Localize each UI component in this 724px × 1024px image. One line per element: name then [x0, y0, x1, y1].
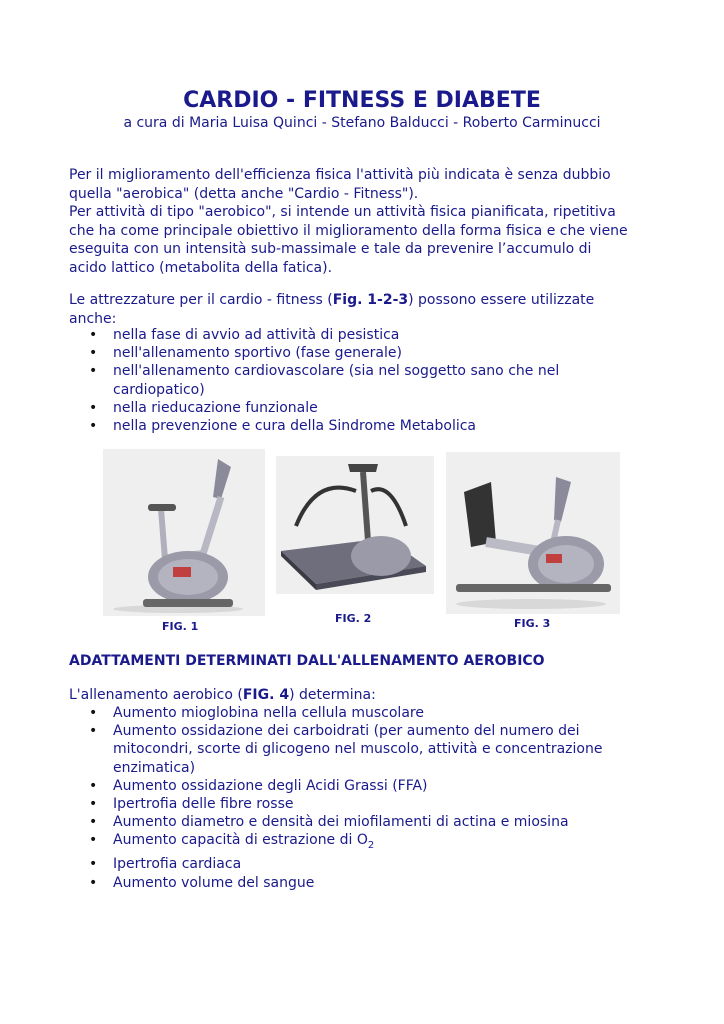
fig-reference: Fig. 1-2-3 [332, 292, 409, 308]
intro-paragraph [69, 166, 659, 277]
list-item: • Aumento ossidazione degli Acidi Grassi (FFA) [69, 777, 649, 795]
recumbent-bike-icon [446, 452, 620, 614]
equipment-line: anche: [69, 310, 117, 327]
authors-line: a cura di Maria Luisa Quinci - Stefano Balducci - Roberto Carminucci [123, 115, 601, 131]
figure-2-treadmill [276, 456, 434, 594]
intro-line: Per il miglioramento dell'efficienza fisica l'attività più indicata è senza dubbio [69, 167, 611, 183]
list-item [69, 831, 649, 855]
list-item: • Ipertrofia cardiaca [69, 855, 649, 873]
aerobic-text: ) determina: [289, 687, 376, 703]
aerobic-list [69, 704, 649, 892]
treadmill-icon [276, 456, 434, 594]
list-item: • nell'allenamento sportivo (fase generale) [69, 344, 649, 362]
intro-line: eseguita con un intensità sub-massimale e tale da prevenire l’accumulo di [69, 241, 592, 257]
list-item-continuation: mitocondri, scorte di glicogeno nel muscolo, attività e concentrazione [113, 741, 603, 758]
list-item: • nell'allenamento cardiovascolare (sia nel soggetto sano che nel [69, 362, 649, 380]
equipment-text: Le attrezzature per il cardio - fitness ( [69, 292, 333, 308]
figure-3-label: FIG. 3 [514, 617, 551, 630]
list-item-continuation: cardiopatico) [113, 381, 205, 398]
list-item: • nella prevenzione e cura della Sindrome Metabolica [69, 417, 649, 435]
list-item: • Aumento mioglobina nella cellula muscolare [69, 704, 649, 722]
page-title: CARDIO - FITNESS E DIABETE [183, 88, 541, 113]
equipment-line [69, 291, 659, 310]
equipment-list [69, 326, 649, 435]
fig-reference: FIG. 4 [242, 687, 290, 703]
intro-line: Per attività di tipo "aerobico", si intende un attività fisica pianificata, ripetitiva [69, 204, 616, 220]
list-item: • Ipertrofia delle fibre rosse [69, 795, 649, 813]
section-heading: ADATTAMENTI DETERMINATI DALL'ALLENAMENTO AEROBICO [69, 653, 545, 669]
list-item: • nella fase di avvio ad attività di pesistica [69, 326, 649, 344]
figure-2-label: FIG. 2 [335, 612, 372, 625]
list-item: • nella rieducazione funzionale [69, 399, 649, 417]
o2-text: Aumento capacità di estrazione di O [113, 832, 368, 849]
figure-3-recumbent-bike [446, 452, 620, 614]
intro-line: quella "aerobica" (detta anche "Cardio - Fitness"). [69, 185, 419, 202]
exercise-bike-icon [103, 449, 265, 616]
aerobic-text: L'allenamento aerobico ( [69, 687, 243, 703]
intro-line: che ha come principale obiettivo il miglioramento della forma fisica e che viene [69, 222, 628, 239]
equipment-text: ) possono essere utilizzate [408, 292, 595, 308]
figure-1-exercise-bike [103, 449, 265, 616]
o2-subscript: 2 [367, 840, 375, 852]
list-item: • Aumento ossidazione dei carboidrati (per aumento del numero dei [69, 722, 649, 740]
aerobic-intro-line [69, 686, 659, 705]
equipment-paragraph [69, 291, 659, 328]
figure-1-label: FIG. 1 [162, 620, 199, 633]
intro-line: acido lattico (metabolita della fatica). [69, 259, 333, 276]
list-item-continuation: enzimatica) [113, 759, 196, 776]
aerobic-paragraph [69, 686, 659, 705]
list-item: • Aumento diametro e densità dei miofilamenti di actina e miosina [69, 813, 649, 831]
list-item: • Aumento volume del sangue [69, 874, 649, 892]
